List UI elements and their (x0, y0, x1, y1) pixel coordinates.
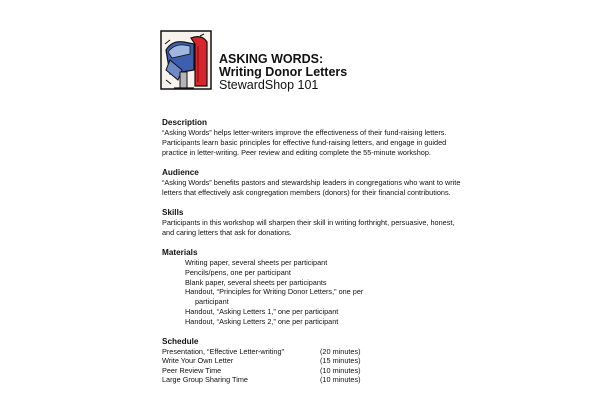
list-item-continuation: participant (195, 297, 229, 307)
table-row (162, 366, 361, 376)
schedule-activity: Peer Review Time (162, 365, 222, 375)
schedule-activity: Presentation, “Effective Letter-writing” (162, 346, 284, 356)
title-line-2: Writing Donor Letters (219, 65, 348, 79)
schedule-time: (20 minutes) (320, 346, 361, 356)
skills-text: Participants in this workshop will sharpen their skill in writing forthright, persuasive, honest, and caring letters that ask for donations. (162, 218, 455, 237)
table-row (162, 375, 361, 385)
audience-heading: Audience (162, 168, 199, 177)
materials-list (162, 258, 462, 327)
schedule-time: (10 minutes) (320, 375, 361, 385)
list-item: Pencils/pens, one per participant (185, 267, 291, 277)
description-heading: Description (162, 118, 208, 127)
materials-heading: Materials (162, 248, 198, 257)
schedule-time: (15 minutes) (320, 356, 361, 366)
title-line-1: ASKING WORDS: (219, 52, 324, 66)
schedule-table (162, 347, 361, 385)
schedule-activity: Write Your Own Letter (162, 356, 234, 366)
audience-text: “Asking Words” benefits pastors and stewardship leaders in congregations who want to write letters that effectively ask congregation members (donors) for their financial contributions. (162, 178, 461, 197)
mailbox-icon (160, 30, 212, 90)
list-item: Handout, “Asking Letters 2,” one per participant (185, 316, 339, 326)
table-row (162, 347, 361, 357)
document-title (219, 53, 347, 92)
table-row (162, 356, 361, 366)
description-text: “Asking Words” helps letter-writers improve the effectiveness of their fund-raising letters. Participants learn basic principles for effective fund-raising letters, and engage in guided practice in letter-writing. Peer review and editing complete the 55-minute workshop. (162, 128, 447, 157)
list-item: Writing paper, several sheets per participant (185, 258, 328, 267)
list-item (162, 287, 462, 307)
schedule-time: (10 minutes) (320, 365, 361, 375)
document-body (162, 118, 462, 385)
skills-heading: Skills (162, 208, 184, 217)
list-item: Blank paper, several sheets per participants (185, 277, 327, 287)
list-item-text: Handout, “Principles for Writing Donor Letters,” one per (185, 287, 364, 297)
schedule-activity: Large Group Sharing Time (162, 375, 248, 385)
schedule-heading: Schedule (162, 336, 199, 346)
list-item: Handout, “Asking Letters 1,” one per participant (185, 306, 339, 316)
title-line-3: StewardShop 101 (219, 78, 319, 92)
